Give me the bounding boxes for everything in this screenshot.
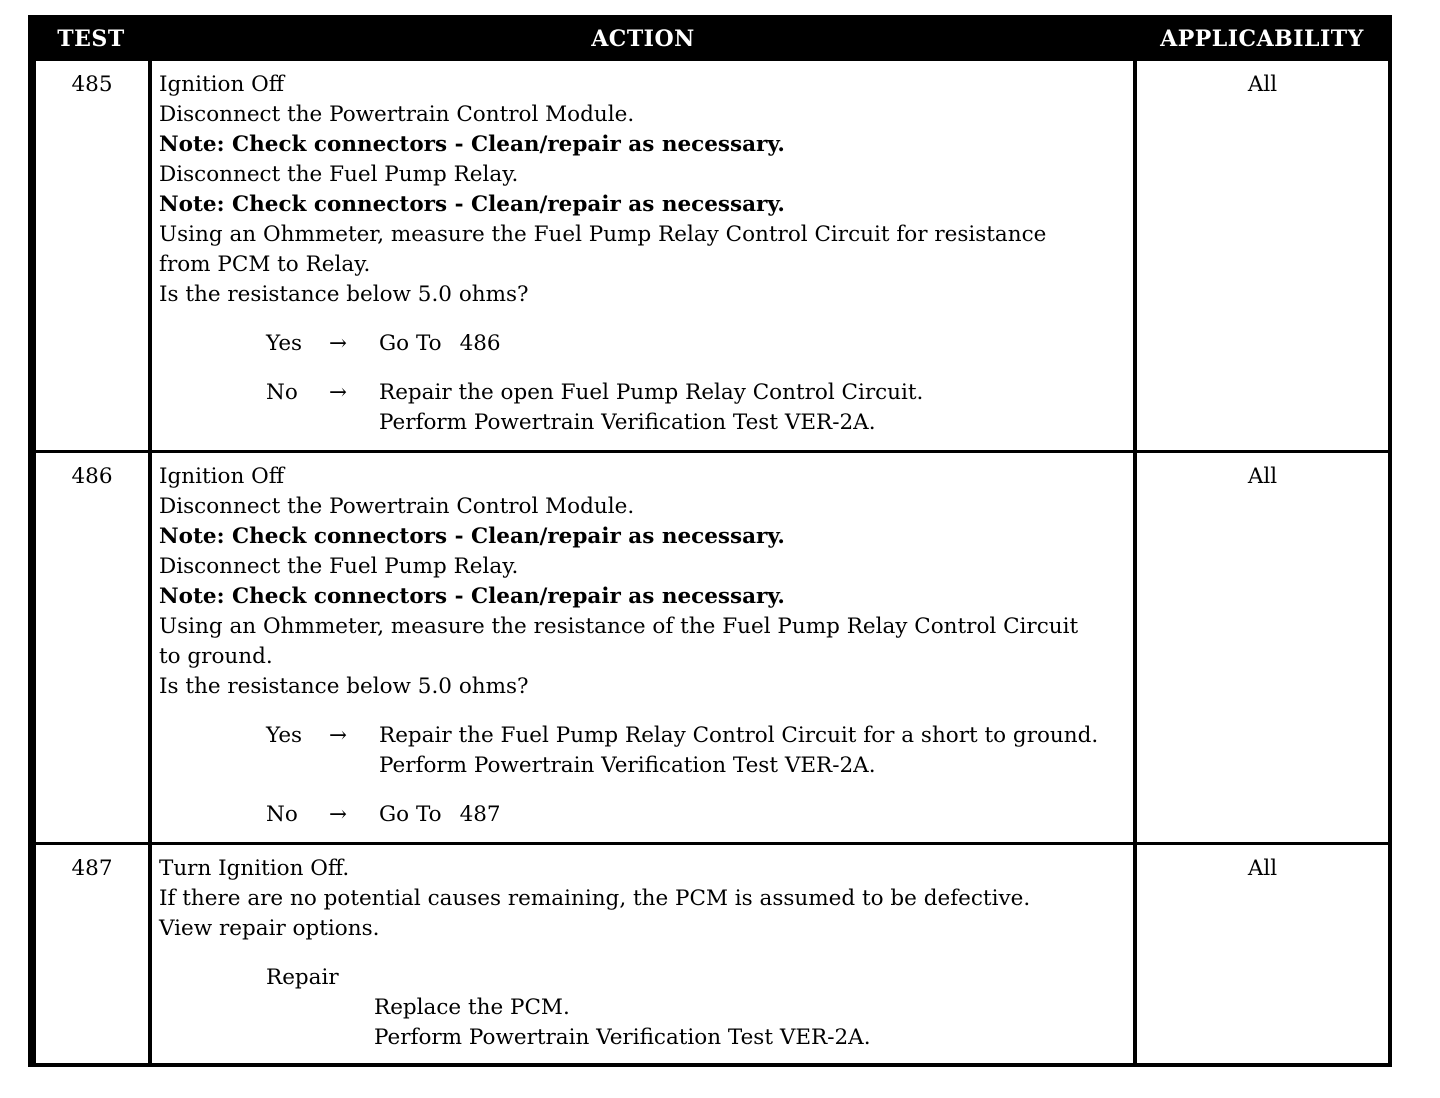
no-branch: [159, 800, 1133, 830]
applicability-value: All: [1247, 72, 1278, 97]
goto-target: 486: [459, 331, 501, 356]
yes-label: Yes: [266, 723, 303, 748]
no-branch: [159, 378, 1133, 438]
yes-result: [379, 721, 1098, 781]
yes-branch: [159, 721, 1133, 781]
goto-text: Go To: [379, 802, 442, 827]
action-line: from PCM to Relay.: [159, 252, 371, 277]
applicability-cell: [1137, 61, 1388, 450]
action-line: to ground.: [159, 644, 273, 669]
applicability-cell: [1137, 453, 1388, 842]
no-result: [379, 378, 923, 438]
test-number-cell: [36, 845, 148, 1063]
header-action: ACTION: [591, 26, 695, 52]
repair-label: Repair: [266, 965, 339, 990]
applicability-value: All: [1247, 856, 1278, 881]
result-line: Repair the Fuel Pump Relay Control Circuit for a short to ground.: [379, 723, 1099, 748]
action-line: Disconnect the Powertrain Control Module.: [159, 102, 635, 127]
action-cell: [152, 453, 1133, 842]
test-number: 486: [71, 464, 113, 489]
verification-link[interactable]: Perform Powertrain Verification Test VER-2A.: [374, 1025, 871, 1050]
action-cell: [152, 61, 1133, 450]
no-label: No: [266, 380, 298, 405]
action-line: Disconnect the Powertrain Control Module.: [159, 494, 635, 519]
action-line: Using an Ohmmeter, measure the Fuel Pump Relay Control Circuit for resistance: [159, 222, 1047, 247]
note-line: Note: Check connectors - Clean/repair as necessary.: [159, 132, 785, 157]
arrow-right-icon: →: [329, 331, 348, 356]
test-number: 485: [71, 72, 113, 97]
repair-step: Replace the PCM.: [374, 995, 570, 1020]
test-number: 487: [71, 856, 113, 881]
verification-link[interactable]: Perform Powertrain Verification Test VER-2A.: [379, 410, 876, 435]
result-line: Repair the open Fuel Pump Relay Control Circuit.: [379, 380, 924, 405]
action-line: View repair options.: [159, 916, 380, 941]
arrow-right-icon: →: [329, 723, 348, 748]
action-line: Using an Ohmmeter, measure the resistance of the Fuel Pump Relay Control Circuit: [159, 614, 1079, 639]
action-line: If there are no potential causes remaining, the PCM is assumed to be defective.: [159, 886, 1031, 911]
header-applicability: APPLICABILITY: [1160, 26, 1364, 52]
goto-target: 487: [459, 802, 501, 827]
goto-link[interactable]: [379, 800, 501, 830]
yes-label: Yes: [266, 331, 303, 356]
test-number-cell: [36, 453, 148, 842]
note-line: Note: Check connectors - Clean/repair as necessary.: [159, 192, 785, 217]
action-line: Disconnect the Fuel Pump Relay.: [159, 162, 519, 187]
diagnostic-table: [28, 15, 1392, 1067]
arrow-right-icon: →: [329, 802, 348, 827]
question-line: Is the resistance below 5.0 ohms?: [159, 674, 529, 699]
action-line: Disconnect the Fuel Pump Relay.: [159, 554, 519, 579]
arrow-right-icon: →: [329, 380, 348, 405]
note-line: Note: Check connectors - Clean/repair as necessary.: [159, 584, 785, 609]
action-cell: [152, 845, 1133, 1063]
applicability-cell: [1137, 845, 1388, 1063]
action-line: Ignition Off: [159, 464, 285, 489]
action-line: Ignition Off: [159, 72, 285, 97]
note-line: Note: Check connectors - Clean/repair as necessary.: [159, 524, 785, 549]
test-number-cell: [36, 61, 148, 450]
no-label: No: [266, 802, 298, 827]
goto-link[interactable]: [379, 329, 501, 359]
verification-link[interactable]: Perform Powertrain Verification Test VER-2A.: [379, 753, 876, 778]
applicability-value: All: [1247, 464, 1278, 489]
action-line: Turn Ignition Off.: [159, 856, 350, 881]
question-line: Is the resistance below 5.0 ohms?: [159, 282, 529, 307]
goto-text: Go To: [379, 331, 442, 356]
yes-branch: [159, 329, 1133, 359]
header-test: TEST: [57, 26, 125, 52]
